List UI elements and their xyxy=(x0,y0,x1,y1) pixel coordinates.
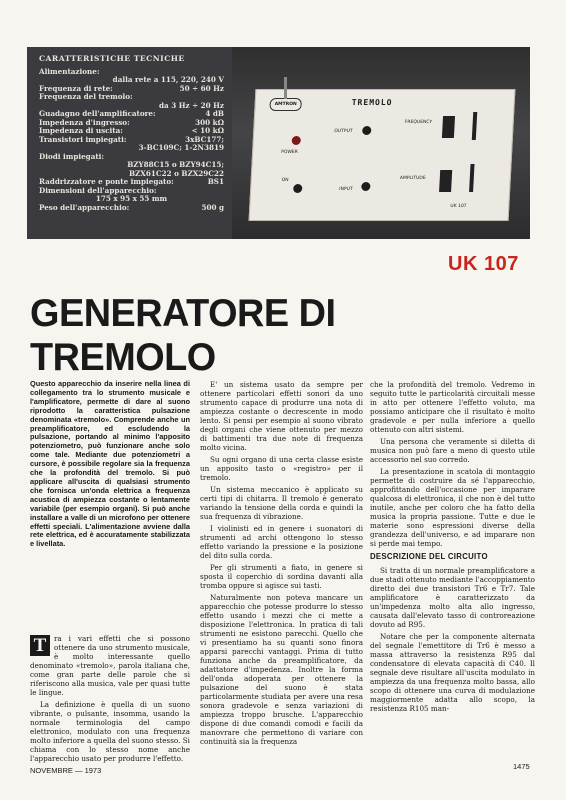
spec-key: Dimensioni dell'apparecchio: xyxy=(39,185,157,195)
frequency-track-icon xyxy=(472,112,477,140)
power-switch-icon xyxy=(293,184,302,193)
dropcap-text: ra i vari effetti che si possono ottenere da uno strumento musicale, è molto interessante quello denominato «tremolo», parola italiana che, come gran parte delle parole che si riferiscono alla musica, vale per quasi tutte le lingue. xyxy=(30,634,190,697)
paragraph: La presentazione in scatola di montaggio permette di costruire da sé l'apparecchio, approfittando dell'occasione per imparare qualcosa di elettronica, il che non è del tutto inutile, anche per coloro che ha fatto della musica la propria passione. Tutte e due le materie sono espressioni diverse della grandezza dell'universo, e ad imparare non si perde mai tempo. xyxy=(370,467,535,548)
power-label: POWER xyxy=(281,150,298,155)
paragraph: Per gli strumenti a fiato, in genere si sposta il coperchio di sordina davanti alla tromba oppure si agisce sui tasti. xyxy=(200,563,363,590)
dropcap-letter: T xyxy=(30,635,50,656)
product-photo xyxy=(232,47,530,239)
spec-row xyxy=(39,204,224,213)
product-code: UK 107 xyxy=(448,253,519,275)
device-name: TREMOLO xyxy=(351,98,393,107)
paragraph: Su ogni organo di una certa classe esiste un apposito tasto o «registro» per il tremolo. xyxy=(200,455,363,482)
article-headline: GENERATORE DI TREMOLO xyxy=(30,292,336,379)
spec-key: Transistori impiegati: xyxy=(39,134,127,144)
spec-value: BZY88C15 o BZY94C15; xyxy=(127,160,224,169)
spec-value: BS1 xyxy=(207,177,224,186)
spec-value: dalla rete a 115, 220, 240 V xyxy=(112,75,224,84)
spec-rows xyxy=(39,68,224,213)
paragraph: che la profondità del tremolo. Vedremo in seguito tutte le particolarità circuitali messe in atto per ottenere l'effetto voluto, ma possiamo anticipare che il risultato è molto gradevole e per nulla inferiore a quello ottenuto con altri sistemi. xyxy=(370,380,535,434)
spec-key: Guadagno dell'amplificatore: xyxy=(39,109,156,118)
input-label: INPUT xyxy=(339,187,353,192)
frequency-slider-icon xyxy=(442,116,455,138)
spec-key: Raddrizzatore e ponte impiegato: xyxy=(39,177,174,186)
frequency-label: FREQUENCY xyxy=(404,120,433,125)
column-3 xyxy=(370,380,535,716)
power-lamp-icon xyxy=(292,136,301,145)
spec-value: 175 x 95 x 55 mm xyxy=(95,194,168,203)
paragraph: Una persona che veramente si diletta di musica non può fare a meno di questo utile accessorio nel suo corredo. xyxy=(370,437,535,464)
device-model-label: UK 107 xyxy=(450,204,467,209)
dropcap-section xyxy=(30,634,190,763)
spec-key: Frequenza del tremolo: xyxy=(39,92,133,101)
paragraph: La definizione è quella di un suono vibrante, o pulsante, insomma, usando la normale terminologia del campo elettronico, modulato con una frequenza molto inferiore a quella del suono stesso. Si chiama con lo stesso nome anche l'apparecchio usato per produrre l'effetto. xyxy=(30,700,190,763)
paragraph: Naturalmente non poteva mancare un apparecchio che potesse produrre lo stesso effetto usando i mezzi che ci mette a disposizione l'elettronica. In pratica di tali strumenti ne esistono parecchi. Quello che vi presentiamo ha su quanti sono finora apparsi parecchi vantaggi. Prima di tutto funziona anche da preamplificatore, da adattatore d'impedenza. Inoltre la forma dell'onda adoperata per ottenere la pulsazione del suono è stata particolarmente studiata per avere una resa sonora gradevole e senza variazioni di ampiezza troppo brusche. L'apparecchio dispone di due comandi comodi e facili da manovrare che permettono di variare con continuità sia la frequenza xyxy=(200,593,363,746)
specifications-box xyxy=(27,47,232,239)
spec-key: Peso dell'apparecchio: xyxy=(39,202,130,212)
section-heading: DESCRIZIONE DEL CIRCUITO xyxy=(370,552,488,561)
on-label: ON xyxy=(281,178,289,183)
page-number: 1475 xyxy=(513,762,530,771)
input-jack-icon xyxy=(361,182,370,191)
spec-value: < 10 kΩ xyxy=(191,126,224,135)
paragraph: Notare che per la componente alternata del segnale l'emettitore di Tr6 è messo a massa attraverso la resistenza R95 dal condensatore di elevata capacità di C40. Il segnale deve risultare all'uscita modulato in ampiezza da una frequenza molto bassa, allo scopo di ottenere una curva di modulazione maggiormente adatta allo scopo, la resistenza R105 man- xyxy=(370,632,535,713)
spec-value: 3-BC109C; 1-2N3819 xyxy=(138,143,224,152)
tremolo-device xyxy=(249,89,516,221)
spec-key: Impedenza di uscita: xyxy=(39,126,123,135)
amplitude-track-icon xyxy=(469,164,474,192)
output-label: OUTPUT xyxy=(334,129,353,134)
spec-key: Impedenza d'ingresso: xyxy=(39,117,130,127)
spec-value: da 3 Hz ÷ 20 Hz xyxy=(159,100,224,110)
column-1 xyxy=(30,380,190,549)
amplitude-slider-icon xyxy=(439,170,452,192)
spec-value: BZX61C22 o BZX29C22 xyxy=(128,168,224,178)
paragraph: E' un sistema usato da sempre per ottenere particolari effetti sonori da uno strumento capace di produrre una nota di ampiezza costante o decrescente in modo lento. Si pensi per esempio al suono vibrato degli organi che viene ottenuto per mezzo di battimenti tra due note di frequenza molto vicina. xyxy=(200,380,363,452)
spec-value: 500 g xyxy=(201,202,224,212)
spec-title: CARATTERISTICHE TECNICHE xyxy=(39,54,185,63)
column-2 xyxy=(200,380,363,749)
intro-paragraph: Questo apparecchio da inserire nella linea di collegamento tra lo strumento musicale e l'amplificatore, permette di dare al suono riprodotto la caratteristica pulsazione denominata «tremolo». Comprende anche un preamplificatore, ed escludendo la pulsazione, portando al minimo l'apposito potenziometro, può funzionare anche solo come tale. Mediante due potenziometri a cursore, è possibile regolare sia la frequenza che la profondità del tremolo. Si può applicare all'uscita di qualsiasi strumento che fornisca un'onda elettrica a frequenza acustica di ampiezza costante o lentamente variabile (per esempio organi). Si può anche installare a valle di un microfono per ottenere effetti speciali. L'alimentazione avviene dalla rete elettrica, ed è accuratamente stabilizzata e livellata. xyxy=(30,379,190,549)
spec-value: 3xBC177; xyxy=(185,134,224,144)
spec-key: Alimentazione: xyxy=(39,66,100,76)
knob-shaft-icon xyxy=(284,77,287,99)
brand-logo: AMTRON xyxy=(269,98,302,111)
output-jack-icon xyxy=(362,126,371,135)
paragraph: Un sistema meccanico è applicato su certi tipi di chitarra. Il tremolo è generato variando la tensione della corda e quindi la sua frequenza di vibrazione. xyxy=(200,485,363,521)
spec-key: Diodi impiegati: xyxy=(39,151,105,161)
spec-key: Frequenza di rete: xyxy=(39,83,113,93)
spec-value: 300 kΩ xyxy=(195,117,224,127)
paragraph: I violinisti ed in genere i suonatori di strumenti ad archi ottengono lo stesso effetto variando la pressione e la posizione del dito sulla corda. xyxy=(200,524,363,560)
paragraph: Si tratta di un normale preamplificatore a due stadi ottenuto mediante l'accoppiamento diretto dei due transistori Tr6 e Tr7. Tale amplificatore è caratterizzato da un'impedenza molto alta allo ingresso, causata dall'elevato tasso di controreazione dovuto ad R95. xyxy=(370,566,535,629)
dropcap-paragraph xyxy=(30,634,190,697)
amplitude-label: AMPLITUDE xyxy=(399,176,426,181)
spec-value: 50 ÷ 60 Hz xyxy=(179,83,224,93)
spec-value: 4 dB xyxy=(205,109,224,118)
footer-date: NOVEMBRE — 1973 xyxy=(30,766,102,775)
